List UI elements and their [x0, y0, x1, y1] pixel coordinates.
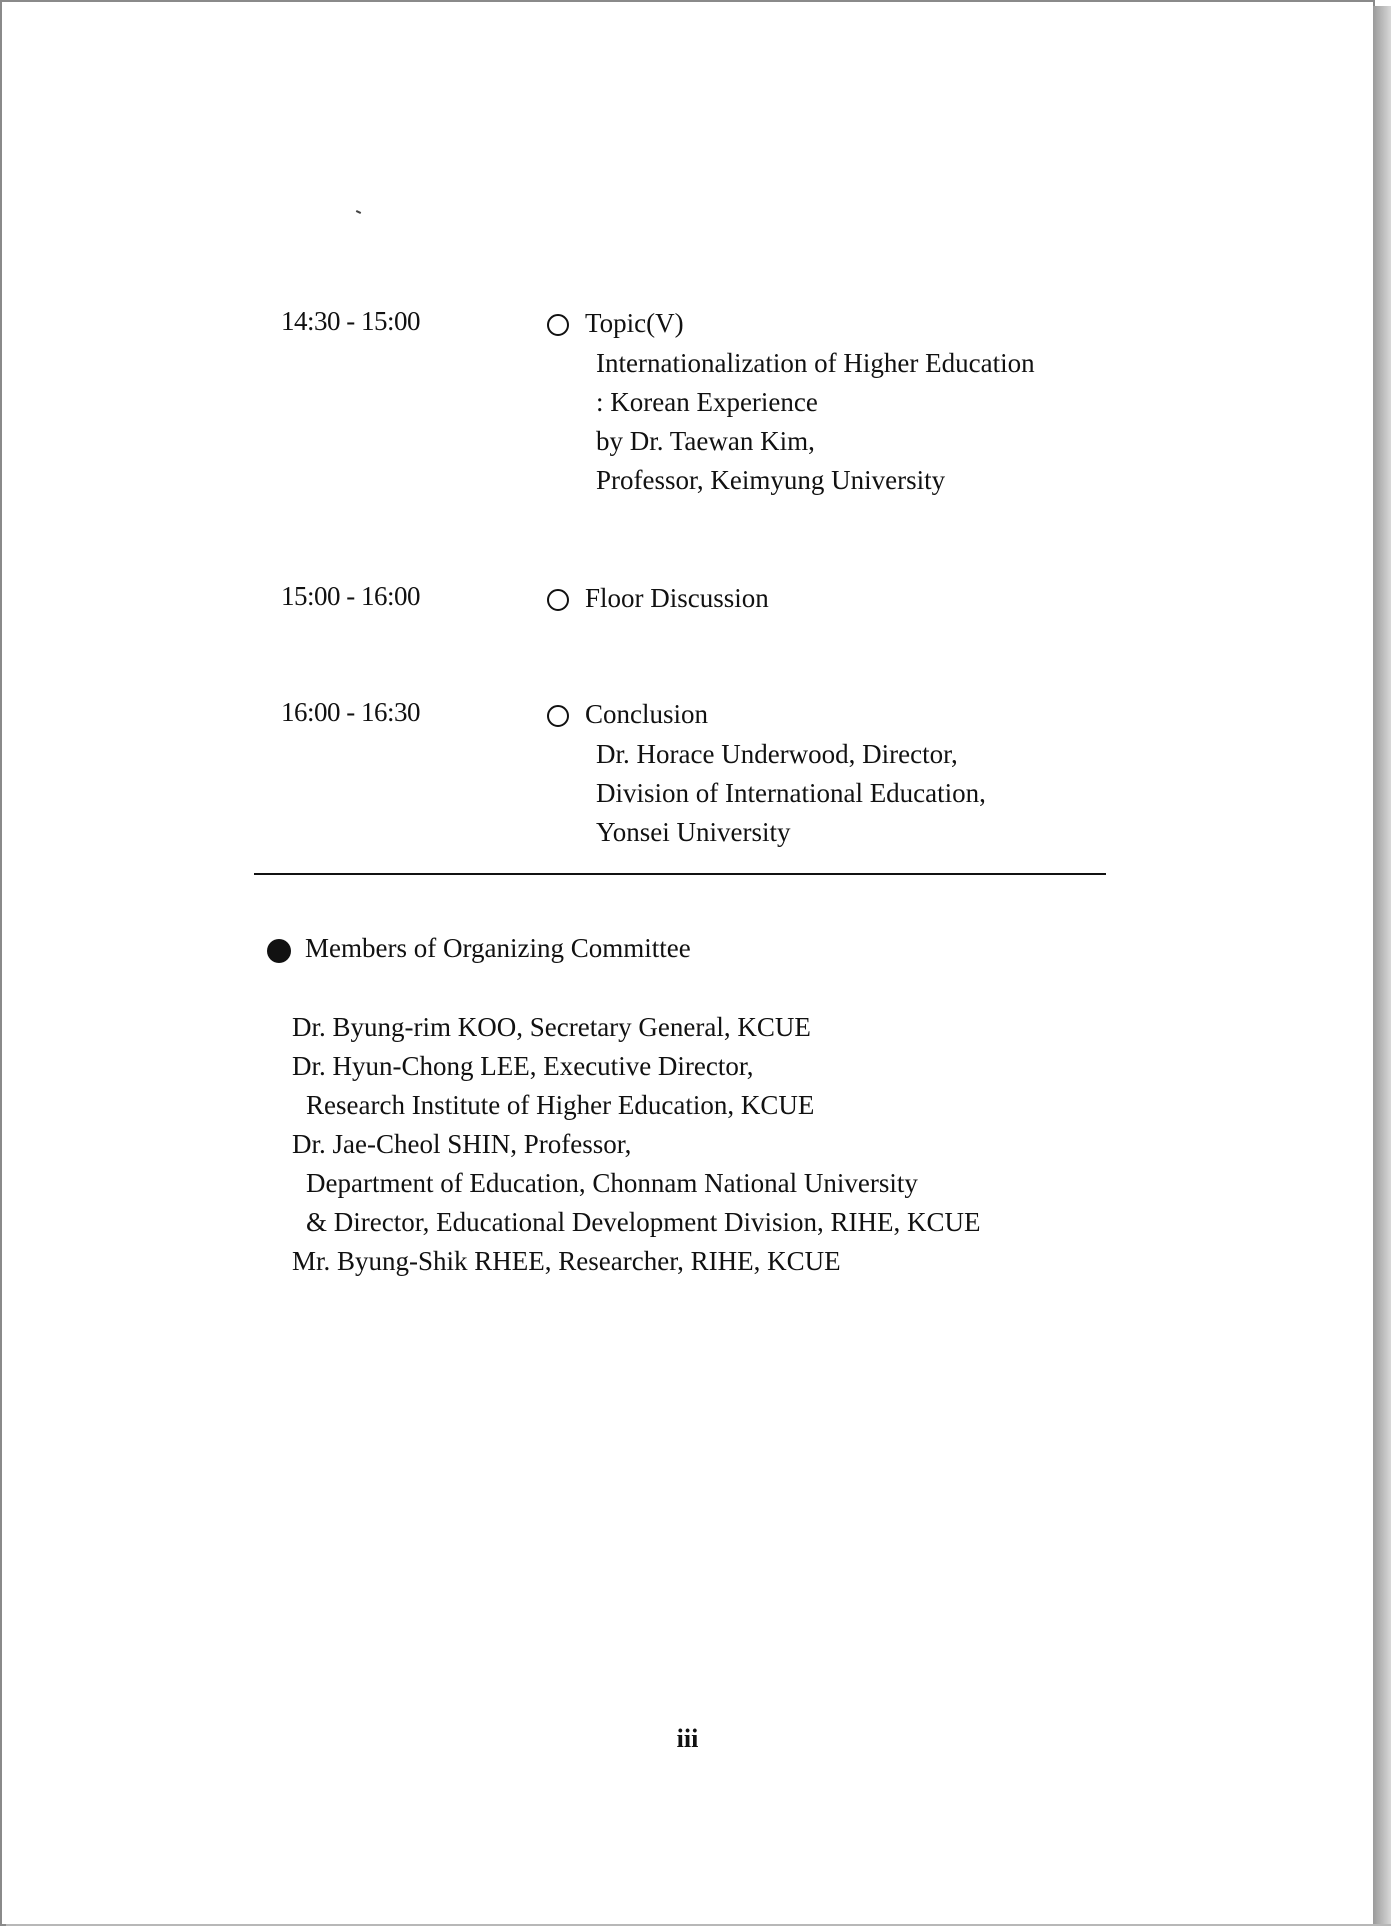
schedule-item-line: by Dr. Taewan Kim,	[596, 426, 815, 456]
schedule-item-title: Topic(V)	[585, 308, 684, 338]
filled-circle-bullet-icon	[267, 939, 291, 963]
committee-member-line: Dr. Byung-rim KOO, Secretary General, KCUE	[292, 1012, 811, 1042]
horizontal-divider	[254, 873, 1106, 875]
schedule-item-line: Dr. Horace Underwood, Director,	[596, 739, 958, 769]
schedule-item-line: Professor, Keimyung University	[596, 465, 946, 495]
hollow-circle-icon	[547, 589, 569, 611]
schedule-item-line: Internationalization of Higher Education	[596, 348, 1035, 378]
scan-speck	[356, 210, 361, 214]
committee-heading: Members of Organizing Committee	[305, 933, 691, 963]
page-shadow	[1373, 6, 1391, 1924]
schedule-item-line: : Korean Experience	[596, 387, 818, 417]
committee-member-line: & Director, Educational Development Division, RIHE, KCUE	[306, 1207, 981, 1237]
committee-member-line: Mr. Byung-Shik RHEE, Researcher, RIHE, KCUE	[292, 1246, 841, 1276]
page-number: iii	[676, 1724, 699, 1753]
schedule-time: 15:00 - 16:00	[281, 581, 420, 611]
schedule-time: 14:30 - 15:00	[281, 306, 420, 336]
committee-member-line: Dr. Hyun-Chong LEE, Executive Director,	[292, 1051, 754, 1081]
schedule-item-line: Division of International Education,	[596, 778, 986, 808]
hollow-circle-icon	[547, 314, 569, 336]
schedule-item-line: Yonsei University	[596, 817, 791, 847]
committee-member-line: Dr. Jae-Cheol SHIN, Professor,	[292, 1129, 632, 1159]
schedule-item-title: Conclusion	[585, 699, 709, 729]
committee-member-line: Research Institute of Higher Education, KCUE	[306, 1090, 815, 1120]
schedule-time: 16:00 - 16:30	[281, 697, 420, 727]
schedule-item-title: Floor Discussion	[585, 583, 769, 613]
committee-member-line: Department of Education, Chonnam National University	[306, 1168, 918, 1198]
hollow-circle-icon	[547, 705, 569, 727]
